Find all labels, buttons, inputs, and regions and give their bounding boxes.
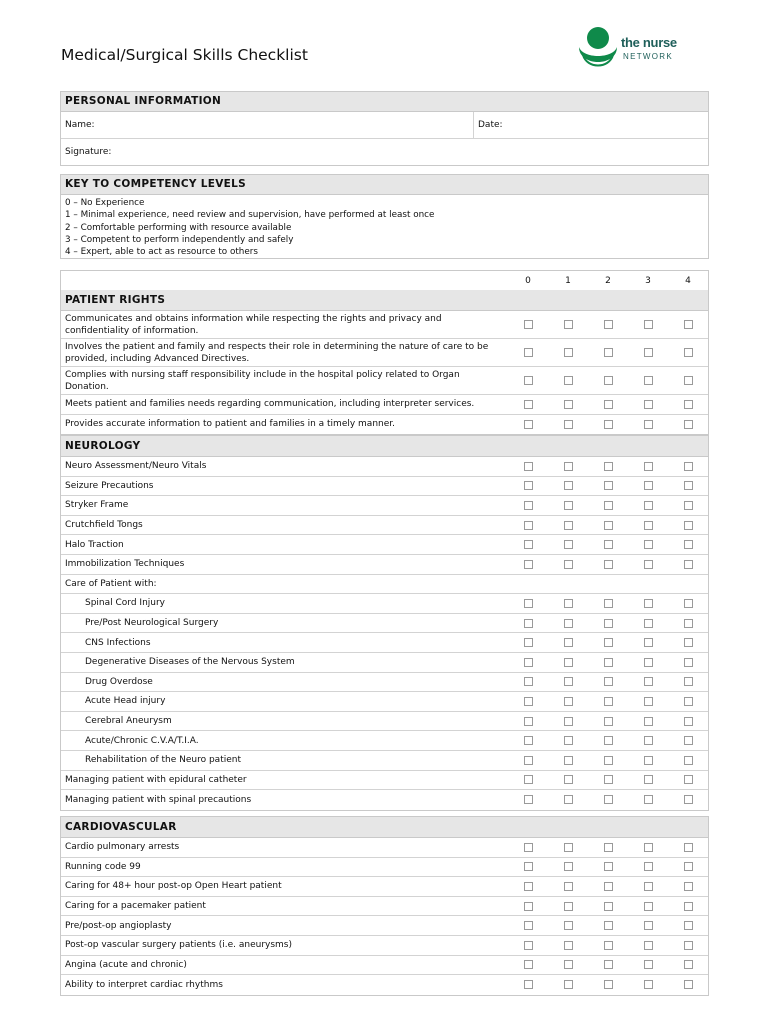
skill-label: Rehabilitation of the Neuro patient: [85, 755, 242, 766]
level-1-checkbox[interactable]: [564, 775, 573, 784]
level-0-checkbox[interactable]: [524, 775, 533, 784]
skill-label: Cerebral Aneurysm: [85, 716, 172, 727]
level-4-checkbox[interactable]: [684, 980, 693, 989]
level-1-checkbox[interactable]: [564, 980, 573, 989]
level-0-checkbox[interactable]: [524, 921, 533, 930]
level-2-checkbox[interactable]: [604, 320, 613, 329]
skill-label: Complies with nursing staff responsibility include in the hospital policy related to Organ Donation.: [65, 369, 460, 392]
level-2-checkbox[interactable]: [604, 775, 613, 784]
skill-label: Care of Patient with:: [65, 578, 157, 589]
level-2-checkbox[interactable]: [604, 756, 613, 765]
section-neurology: [60, 435, 709, 811]
level-1-checkbox[interactable]: [564, 599, 573, 608]
competency-level-item: 2 – Comfortable performing with resource available: [65, 222, 292, 233]
level-4-checkbox[interactable]: [684, 320, 693, 329]
level-0-checkbox[interactable]: [524, 980, 533, 989]
level-1-checkbox[interactable]: [564, 882, 573, 891]
level-0-checkbox[interactable]: [524, 941, 533, 950]
name-field[interactable]: [61, 112, 474, 139]
level-2-checkbox[interactable]: [604, 501, 613, 510]
checklist-row: [61, 395, 708, 415]
skill-label: Caring for 48+ hour post-op Open Heart patient: [65, 881, 282, 892]
level-0-checkbox[interactable]: [524, 481, 533, 490]
level-2-checkbox[interactable]: [604, 717, 613, 726]
date-label: Date:: [478, 119, 503, 130]
level-1-checkbox[interactable]: [564, 521, 573, 530]
checklist-row: [61, 367, 708, 395]
section-cardiovascular: [60, 816, 709, 996]
level-3-checkbox[interactable]: [644, 677, 653, 686]
level-1-checkbox[interactable]: [564, 348, 573, 357]
skill-label: Involves the patient and family and respects their role in determining the nature of care to be provided, including Advanced Directives.: [65, 341, 489, 364]
level-3-checkbox[interactable]: [644, 862, 653, 871]
level-column-4: 4: [685, 276, 691, 286]
checklist-column-header: [60, 270, 709, 292]
level-1-checkbox[interactable]: [564, 862, 573, 871]
level-0-checkbox[interactable]: [524, 862, 533, 871]
skill-label: Crutchfield Tongs: [65, 520, 143, 531]
level-3-checkbox[interactable]: [644, 843, 653, 852]
level-0-checkbox[interactable]: [524, 521, 533, 530]
skill-label: CNS Infections: [85, 637, 151, 648]
level-2-checkbox[interactable]: [604, 862, 613, 871]
level-3-checkbox[interactable]: [644, 658, 653, 667]
level-4-checkbox[interactable]: [684, 756, 693, 765]
level-3-checkbox[interactable]: [644, 736, 653, 745]
level-3-checkbox[interactable]: [644, 521, 653, 530]
level-3-checkbox[interactable]: [644, 400, 653, 409]
level-4-checkbox[interactable]: [684, 882, 693, 891]
checklist-row: [61, 653, 708, 673]
checklist-row: [61, 916, 708, 936]
level-3-checkbox[interactable]: [644, 501, 653, 510]
level-3-checkbox[interactable]: [644, 540, 653, 549]
level-3-checkbox[interactable]: [644, 320, 653, 329]
checklist-row: [61, 535, 708, 555]
logo: [575, 25, 695, 75]
skill-label: Stryker Frame: [65, 500, 129, 511]
section-patient-rights: [60, 290, 709, 435]
level-4-checkbox[interactable]: [684, 717, 693, 726]
level-3-checkbox[interactable]: [644, 941, 653, 950]
level-column-3: 3: [645, 276, 651, 286]
level-0-checkbox[interactable]: [524, 697, 533, 706]
signature-field[interactable]: [61, 146, 708, 158]
level-1-checkbox[interactable]: [564, 960, 573, 969]
level-4-checkbox[interactable]: [684, 921, 693, 930]
level-column-1: 1: [565, 276, 571, 286]
logo-text-line2: NETWORK: [623, 52, 673, 61]
level-3-checkbox[interactable]: [644, 481, 653, 490]
level-2-checkbox[interactable]: [604, 658, 613, 667]
skill-label: Caring for a pacemaker patient: [65, 901, 206, 912]
level-3-checkbox[interactable]: [644, 348, 653, 357]
competency-level-item: 1 – Minimal experience, need review and supervision, have performed at least once: [65, 210, 435, 221]
level-2-checkbox[interactable]: [604, 420, 613, 429]
checklist-row: [61, 516, 708, 536]
level-4-checkbox[interactable]: [684, 481, 693, 490]
level-0-checkbox[interactable]: [524, 420, 533, 429]
level-3-checkbox[interactable]: [644, 420, 653, 429]
checklist-row: [61, 712, 708, 732]
level-4-checkbox[interactable]: [684, 521, 693, 530]
level-3-checkbox[interactable]: [644, 960, 653, 969]
level-2-checkbox[interactable]: [604, 843, 613, 852]
level-1-checkbox[interactable]: [564, 400, 573, 409]
level-0-checkbox[interactable]: [524, 756, 533, 765]
checklist-row: [61, 897, 708, 917]
level-1-checkbox[interactable]: [564, 501, 573, 510]
section-header: NEUROLOGY: [61, 436, 708, 457]
name-label: Name:: [65, 119, 95, 130]
level-1-checkbox[interactable]: [564, 795, 573, 804]
level-0-checkbox[interactable]: [524, 599, 533, 608]
level-3-checkbox[interactable]: [644, 902, 653, 911]
skill-label: Immobilization Techniques: [65, 559, 185, 570]
signature-label: Signature:: [65, 147, 112, 157]
skill-label: Managing patient with epidural catheter: [65, 774, 247, 785]
level-1-checkbox[interactable]: [564, 481, 573, 490]
level-3-checkbox[interactable]: [644, 756, 653, 765]
level-2-checkbox[interactable]: [604, 795, 613, 804]
level-4-checkbox[interactable]: [684, 736, 693, 745]
skill-label: Angina (acute and chronic): [65, 959, 187, 970]
level-0-checkbox[interactable]: [524, 560, 533, 569]
level-3-checkbox[interactable]: [644, 795, 653, 804]
level-3-checkbox[interactable]: [644, 462, 653, 471]
level-0-checkbox[interactable]: [524, 795, 533, 804]
checklist-row: [61, 692, 708, 712]
section-header: KEY TO COMPETENCY LEVELS: [61, 175, 708, 195]
level-column-2: 2: [605, 276, 611, 286]
checklist-row: [61, 633, 708, 653]
level-1-checkbox[interactable]: [564, 420, 573, 429]
level-1-checkbox[interactable]: [564, 843, 573, 852]
level-4-checkbox[interactable]: [684, 599, 693, 608]
level-4-checkbox[interactable]: [684, 843, 693, 852]
checklist-row: [61, 496, 708, 516]
level-0-checkbox[interactable]: [524, 320, 533, 329]
level-2-checkbox[interactable]: [604, 941, 613, 950]
level-1-checkbox[interactable]: [564, 736, 573, 745]
level-2-checkbox[interactable]: [604, 462, 613, 471]
level-0-checkbox[interactable]: [524, 658, 533, 667]
level-4-checkbox[interactable]: [684, 501, 693, 510]
level-2-checkbox[interactable]: [604, 960, 613, 969]
level-3-checkbox[interactable]: [644, 882, 653, 891]
checklist-row: [61, 731, 708, 751]
skill-label: Degenerative Diseases of the Nervous System: [85, 657, 295, 668]
level-1-checkbox[interactable]: [564, 376, 573, 385]
skill-label: Pre/Post Neurological Surgery: [85, 618, 219, 629]
level-4-checkbox[interactable]: [684, 795, 693, 804]
level-4-checkbox[interactable]: [684, 400, 693, 409]
level-3-checkbox[interactable]: [644, 638, 653, 647]
checklist-row: [61, 594, 708, 614]
level-1-checkbox[interactable]: [564, 462, 573, 471]
level-column-0: 0: [525, 276, 531, 286]
level-1-checkbox[interactable]: [564, 717, 573, 726]
skill-label: Cardio pulmonary arrests: [65, 842, 180, 853]
level-4-checkbox[interactable]: [684, 775, 693, 784]
level-4-checkbox[interactable]: [684, 376, 693, 385]
skill-label: Acute Head injury: [85, 696, 166, 707]
level-2-checkbox[interactable]: [604, 599, 613, 608]
level-1-checkbox[interactable]: [564, 619, 573, 628]
checklist-row: [61, 415, 708, 435]
checklist-row: [61, 877, 708, 897]
level-4-checkbox[interactable]: [684, 619, 693, 628]
level-0-checkbox[interactable]: [524, 348, 533, 357]
level-1-checkbox[interactable]: [564, 677, 573, 686]
level-1-checkbox[interactable]: [564, 921, 573, 930]
nurse-network-logo-icon: [575, 25, 621, 75]
personal-information-section: [60, 91, 709, 166]
level-4-checkbox[interactable]: [684, 420, 693, 429]
level-0-checkbox[interactable]: [524, 960, 533, 969]
level-2-checkbox[interactable]: [604, 882, 613, 891]
section-header: PATIENT RIGHTS: [61, 290, 708, 311]
level-3-checkbox[interactable]: [644, 717, 653, 726]
level-2-checkbox[interactable]: [604, 521, 613, 530]
checklist-row: [61, 614, 708, 634]
level-2-checkbox[interactable]: [604, 677, 613, 686]
skill-label: Managing patient with spinal precautions: [65, 794, 252, 805]
skill-label: Pre/post-op angioplasty: [65, 920, 172, 931]
level-2-checkbox[interactable]: [604, 560, 613, 569]
page-title: Medical/Surgical Skills Checklist: [61, 46, 308, 64]
checklist-row: [61, 771, 708, 791]
skill-label: Communicates and obtains information while respecting the rights and privacy and confidentiality of information.: [65, 313, 442, 336]
level-0-checkbox[interactable]: [524, 638, 533, 647]
level-0-checkbox[interactable]: [524, 717, 533, 726]
level-4-checkbox[interactable]: [684, 862, 693, 871]
skill-label: Drug Overdose: [85, 676, 153, 687]
checklist-row: [61, 936, 708, 956]
level-0-checkbox[interactable]: [524, 677, 533, 686]
section-header: CARDIOVASCULAR: [61, 817, 708, 838]
level-0-checkbox[interactable]: [524, 902, 533, 911]
level-4-checkbox[interactable]: [684, 462, 693, 471]
competency-key-section: [60, 174, 709, 259]
skill-label: Ability to interpret cardiac rhythms: [65, 979, 223, 990]
competency-levels-list: [61, 195, 708, 260]
competency-level-item: 0 – No Experience: [65, 198, 145, 208]
checklist-row: [61, 858, 708, 878]
level-1-checkbox[interactable]: [564, 941, 573, 950]
checklist-row: [61, 751, 708, 771]
level-2-checkbox[interactable]: [604, 348, 613, 357]
section-header: PERSONAL INFORMATION: [61, 92, 708, 112]
checklist-row: [61, 477, 708, 497]
level-4-checkbox[interactable]: [684, 960, 693, 969]
level-0-checkbox[interactable]: [524, 540, 533, 549]
checklist-row: [61, 555, 708, 575]
level-1-checkbox[interactable]: [564, 638, 573, 647]
level-4-checkbox[interactable]: [684, 902, 693, 911]
level-1-checkbox[interactable]: [564, 560, 573, 569]
level-0-checkbox[interactable]: [524, 501, 533, 510]
level-0-checkbox[interactable]: [524, 736, 533, 745]
checklist-row: [61, 575, 708, 595]
level-2-checkbox[interactable]: [604, 638, 613, 647]
level-3-checkbox[interactable]: [644, 697, 653, 706]
level-1-checkbox[interactable]: [564, 756, 573, 765]
level-3-checkbox[interactable]: [644, 775, 653, 784]
level-2-checkbox[interactable]: [604, 921, 613, 930]
level-4-checkbox[interactable]: [684, 941, 693, 950]
level-0-checkbox[interactable]: [524, 882, 533, 891]
skill-label: Post-op vascular surgery patients (i.e. aneurysms): [65, 940, 293, 951]
skill-label: Neuro Assessment/Neuro Vitals: [65, 461, 207, 472]
level-4-checkbox[interactable]: [684, 540, 693, 549]
skill-label: Running code 99: [65, 861, 141, 872]
level-1-checkbox[interactable]: [564, 697, 573, 706]
checklist-row: [61, 975, 708, 995]
checklist-row: [61, 457, 708, 477]
level-1-checkbox[interactable]: [564, 658, 573, 667]
level-1-checkbox[interactable]: [564, 320, 573, 329]
level-0-checkbox[interactable]: [524, 376, 533, 385]
competency-level-item: 4 – Expert, able to act as resource to others: [65, 247, 258, 258]
level-4-checkbox[interactable]: [684, 658, 693, 667]
level-4-checkbox[interactable]: [684, 348, 693, 357]
level-2-checkbox[interactable]: [604, 619, 613, 628]
checklist-row: [61, 311, 708, 339]
skill-label: Meets patient and families needs regarding communication, including interpreter services.: [65, 399, 475, 410]
level-4-checkbox[interactable]: [684, 560, 693, 569]
checklist-row: [61, 339, 708, 367]
level-2-checkbox[interactable]: [604, 902, 613, 911]
level-0-checkbox[interactable]: [524, 843, 533, 852]
skill-label: Provides accurate information to patient and families in a timely manner.: [65, 419, 396, 430]
skill-label: Spinal Cord Injury: [85, 598, 166, 609]
level-4-checkbox[interactable]: [684, 697, 693, 706]
level-2-checkbox[interactable]: [604, 697, 613, 706]
checklist-row: [61, 956, 708, 976]
competency-level-item: 3 – Competent to perform independently and safely: [65, 234, 294, 245]
level-1-checkbox[interactable]: [564, 902, 573, 911]
level-2-checkbox[interactable]: [604, 736, 613, 745]
level-3-checkbox[interactable]: [644, 921, 653, 930]
checklist-row: [61, 838, 708, 858]
level-2-checkbox[interactable]: [604, 980, 613, 989]
level-0-checkbox[interactable]: [524, 619, 533, 628]
level-4-checkbox[interactable]: [684, 638, 693, 647]
skill-label: Seizure Precautions: [65, 480, 154, 491]
level-3-checkbox[interactable]: [644, 599, 653, 608]
checklist-row: [61, 673, 708, 693]
level-0-checkbox[interactable]: [524, 400, 533, 409]
level-3-checkbox[interactable]: [644, 619, 653, 628]
level-4-checkbox[interactable]: [684, 677, 693, 686]
checklist-row: [61, 790, 708, 810]
skill-label: Acute/Chronic C.V.A/T.I.A.: [85, 735, 199, 746]
level-2-checkbox[interactable]: [604, 376, 613, 385]
level-3-checkbox[interactable]: [644, 560, 653, 569]
level-3-checkbox[interactable]: [644, 376, 653, 385]
level-1-checkbox[interactable]: [564, 540, 573, 549]
level-0-checkbox[interactable]: [524, 462, 533, 471]
level-2-checkbox[interactable]: [604, 400, 613, 409]
skill-label: Halo Traction: [65, 539, 124, 550]
logo-text-line1: the nurse: [621, 35, 677, 50]
level-3-checkbox[interactable]: [644, 980, 653, 989]
level-2-checkbox[interactable]: [604, 540, 613, 549]
level-2-checkbox[interactable]: [604, 481, 613, 490]
date-field[interactable]: [474, 112, 708, 139]
